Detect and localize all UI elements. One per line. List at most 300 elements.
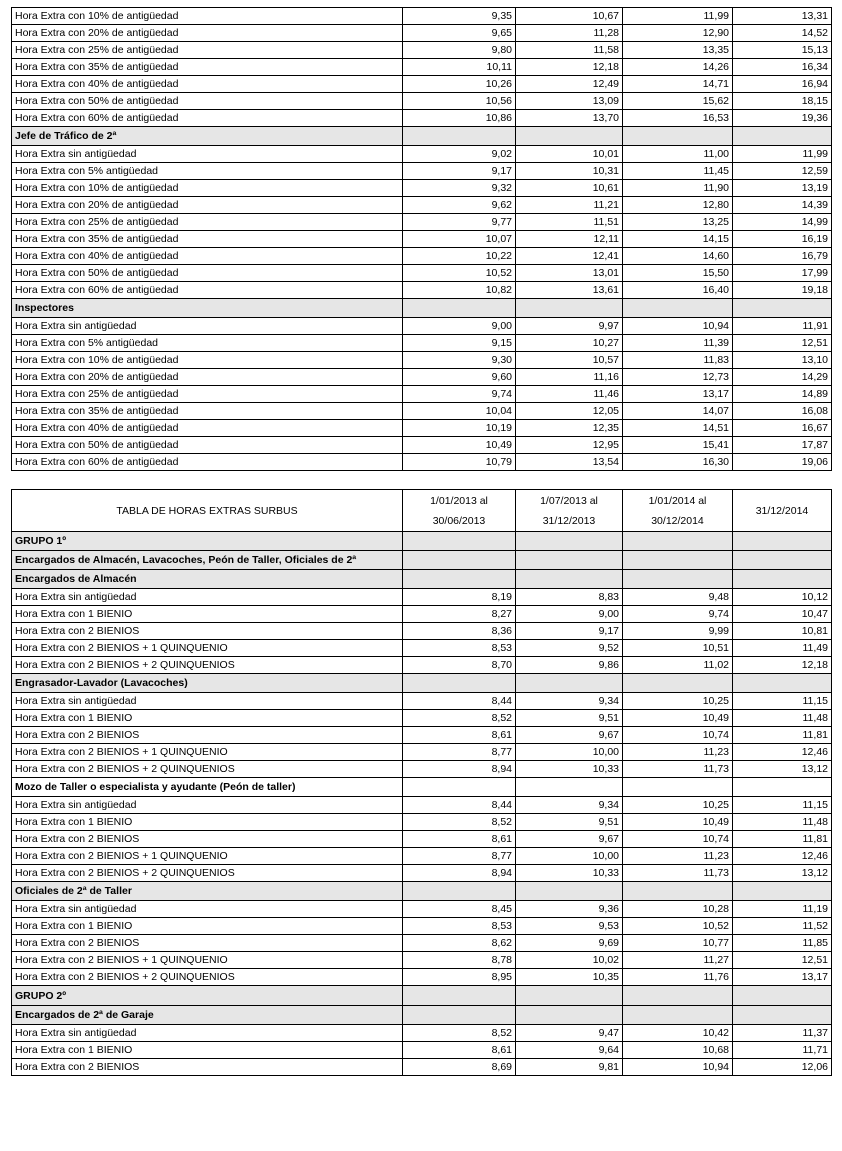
empty-cell bbox=[733, 551, 832, 570]
rate-cell: 8,52 bbox=[403, 1025, 516, 1042]
table-row bbox=[12, 640, 832, 657]
row-label: Hora Extra con 2 BIENIOS bbox=[12, 1059, 403, 1076]
row-label: Hora Extra con 20% de antigüedad bbox=[12, 197, 403, 214]
period-start: 1/01/2014 al bbox=[648, 494, 707, 507]
rate-cell: 12,18 bbox=[516, 59, 623, 76]
rate-cell: 9,69 bbox=[516, 935, 623, 952]
rate-cell: 12,46 bbox=[733, 744, 832, 761]
section-title: Oficiales de 2ª de Taller bbox=[12, 882, 403, 901]
empty-cell bbox=[733, 127, 832, 146]
row-label: Hora Extra sin antigüedad bbox=[12, 146, 403, 163]
rate-cell: 13,70 bbox=[516, 110, 623, 127]
rate-cell: 10,28 bbox=[623, 901, 733, 918]
rate-cell: 12,18 bbox=[733, 657, 832, 674]
empty-cell bbox=[403, 551, 516, 570]
row-label: Hora Extra con 2 BIENIOS bbox=[12, 623, 403, 640]
rate-cell: 10,00 bbox=[516, 744, 623, 761]
table-row bbox=[12, 25, 832, 42]
rate-cell: 17,87 bbox=[733, 437, 832, 454]
row-label: Hora Extra con 2 BIENIOS + 2 QUINQUENIOS bbox=[12, 657, 403, 674]
row-label: Hora Extra con 10% de antigüedad bbox=[12, 352, 403, 369]
rate-cell: 18,15 bbox=[733, 93, 832, 110]
period-header bbox=[623, 490, 733, 532]
rate-cell: 14,89 bbox=[733, 386, 832, 403]
empty-cell bbox=[516, 299, 623, 318]
rate-cell: 11,58 bbox=[516, 42, 623, 59]
rate-cell: 9,52 bbox=[516, 640, 623, 657]
rate-cell: 10,51 bbox=[623, 640, 733, 657]
table-row bbox=[12, 744, 832, 761]
row-label: Hora Extra con 40% de antigüedad bbox=[12, 76, 403, 93]
table-row bbox=[12, 8, 832, 25]
row-label: Hora Extra con 50% de antigüedad bbox=[12, 93, 403, 110]
rate-cell: 9,00 bbox=[516, 606, 623, 623]
rate-cell: 11,51 bbox=[516, 214, 623, 231]
table-row bbox=[12, 606, 832, 623]
empty-cell bbox=[623, 532, 733, 551]
rate-cell: 11,71 bbox=[733, 1042, 832, 1059]
rate-cell: 10,19 bbox=[403, 420, 516, 437]
rate-cell: 9,35 bbox=[403, 8, 516, 25]
rate-cell: 13,12 bbox=[733, 865, 832, 882]
table-row bbox=[12, 197, 832, 214]
rate-cell: 13,61 bbox=[516, 282, 623, 299]
table-row bbox=[12, 814, 832, 831]
row-label: Hora Extra con 2 BIENIOS + 2 QUINQUENIOS bbox=[12, 969, 403, 986]
rate-cell: 8,44 bbox=[403, 693, 516, 710]
empty-cell bbox=[403, 986, 516, 1006]
rate-cell: 8,52 bbox=[403, 814, 516, 831]
table-row bbox=[12, 369, 832, 386]
rate-cell: 11,19 bbox=[733, 901, 832, 918]
category-header-row bbox=[12, 1006, 832, 1025]
rate-cell: 8,94 bbox=[403, 761, 516, 778]
rate-cell: 14,07 bbox=[623, 403, 733, 420]
rate-cell: 12,90 bbox=[623, 25, 733, 42]
rate-cell: 12,59 bbox=[733, 163, 832, 180]
rate-cell: 11,76 bbox=[623, 969, 733, 986]
row-label: Hora Extra sin antigüedad bbox=[12, 797, 403, 814]
rate-cell: 10,61 bbox=[516, 180, 623, 197]
rate-cell: 11,23 bbox=[623, 848, 733, 865]
rate-cell: 11,21 bbox=[516, 197, 623, 214]
rate-cell: 10,01 bbox=[516, 146, 623, 163]
row-label: Hora Extra con 1 BIENIO bbox=[12, 814, 403, 831]
table-row bbox=[12, 352, 832, 369]
empty-cell bbox=[623, 299, 733, 318]
rate-cell: 11,85 bbox=[733, 935, 832, 952]
row-label: Hora Extra con 10% de antigüedad bbox=[12, 180, 403, 197]
rate-cell: 11,83 bbox=[623, 352, 733, 369]
rate-cell: 11,73 bbox=[623, 865, 733, 882]
section-title: Encargados de Almacén, Lavacoches, Peón de Taller, Oficiales de 2ª bbox=[12, 551, 403, 570]
empty-cell bbox=[516, 882, 623, 901]
rate-cell: 10,81 bbox=[733, 623, 832, 640]
table-row bbox=[12, 163, 832, 180]
table-row bbox=[12, 93, 832, 110]
row-label: Hora Extra con 40% de antigüedad bbox=[12, 248, 403, 265]
rate-cell: 9,67 bbox=[516, 727, 623, 744]
empty-cell bbox=[733, 532, 832, 551]
table-row bbox=[12, 693, 832, 710]
table-row bbox=[12, 623, 832, 640]
empty-cell bbox=[623, 1006, 733, 1025]
rate-cell: 11,48 bbox=[733, 710, 832, 727]
table-row bbox=[12, 935, 832, 952]
empty-cell bbox=[403, 674, 516, 693]
row-label: Hora Extra con 10% de antigüedad bbox=[12, 8, 403, 25]
empty-cell bbox=[403, 570, 516, 589]
table-row bbox=[12, 952, 832, 969]
rate-cell: 8,83 bbox=[516, 589, 623, 606]
rate-cell: 9,47 bbox=[516, 1025, 623, 1042]
rate-cell: 12,51 bbox=[733, 335, 832, 352]
rate-cell: 11,52 bbox=[733, 918, 832, 935]
rate-cell: 9,30 bbox=[403, 352, 516, 369]
section-title: Engrasador-Lavador (Lavacoches) bbox=[12, 674, 403, 693]
rate-cell: 11,48 bbox=[733, 814, 832, 831]
rate-cell: 8,52 bbox=[403, 710, 516, 727]
rate-cell: 14,52 bbox=[733, 25, 832, 42]
row-label: Hora Extra con 60% de antigüedad bbox=[12, 454, 403, 471]
category-header-row bbox=[12, 882, 832, 901]
top-section-body bbox=[12, 8, 832, 471]
table-row bbox=[12, 420, 832, 437]
empty-cell bbox=[733, 570, 832, 589]
rate-cell: 10,00 bbox=[516, 848, 623, 865]
empty-cell bbox=[516, 986, 623, 1006]
table-row bbox=[12, 710, 832, 727]
row-label: Hora Extra con 2 BIENIOS + 2 QUINQUENIOS bbox=[12, 761, 403, 778]
row-label: Hora Extra sin antigüedad bbox=[12, 693, 403, 710]
period-start: 1/07/2013 al bbox=[540, 494, 598, 507]
rate-cell: 9,99 bbox=[623, 623, 733, 640]
table-row bbox=[12, 1025, 832, 1042]
rate-cell: 19,18 bbox=[733, 282, 832, 299]
row-label: Hora Extra con 40% de antigüedad bbox=[12, 420, 403, 437]
table-row bbox=[12, 848, 832, 865]
rate-cell: 15,62 bbox=[623, 93, 733, 110]
empty-cell bbox=[403, 778, 516, 797]
rate-cell: 9,34 bbox=[516, 693, 623, 710]
rate-cell: 10,77 bbox=[623, 935, 733, 952]
rate-cell: 16,79 bbox=[733, 248, 832, 265]
rate-cell: 11,99 bbox=[623, 8, 733, 25]
rate-cell: 10,68 bbox=[623, 1042, 733, 1059]
rate-cell: 9,67 bbox=[516, 831, 623, 848]
row-label: Hora Extra con 1 BIENIO bbox=[12, 606, 403, 623]
rate-cell: 10,27 bbox=[516, 335, 623, 352]
rate-cell: 13,31 bbox=[733, 8, 832, 25]
empty-cell bbox=[516, 1006, 623, 1025]
rate-cell: 9,77 bbox=[403, 214, 516, 231]
empty-cell bbox=[733, 882, 832, 901]
rate-cell: 19,36 bbox=[733, 110, 832, 127]
rate-cell: 9,00 bbox=[403, 318, 516, 335]
rate-cell: 9,74 bbox=[403, 386, 516, 403]
rate-cell: 9,74 bbox=[623, 606, 733, 623]
rate-cell: 16,30 bbox=[623, 454, 733, 471]
period-end: 30/06/2013 bbox=[432, 514, 486, 527]
rate-cell: 9,48 bbox=[623, 589, 733, 606]
table-row bbox=[12, 589, 832, 606]
rate-cell: 9,34 bbox=[516, 797, 623, 814]
rate-cell: 10,82 bbox=[403, 282, 516, 299]
rate-cell: 8,53 bbox=[403, 640, 516, 657]
rate-cell: 10,52 bbox=[623, 918, 733, 935]
rate-cell: 11,15 bbox=[733, 797, 832, 814]
row-label: Hora Extra sin antigüedad bbox=[12, 901, 403, 918]
rate-cell: 13,19 bbox=[733, 180, 832, 197]
rate-cell: 11,02 bbox=[623, 657, 733, 674]
table-row bbox=[12, 231, 832, 248]
rate-cell: 9,15 bbox=[403, 335, 516, 352]
table-row bbox=[12, 42, 832, 59]
empty-cell bbox=[733, 299, 832, 318]
row-label: Hora Extra con 20% de antigüedad bbox=[12, 25, 403, 42]
rate-cell: 17,99 bbox=[733, 265, 832, 282]
rate-cell: 11,46 bbox=[516, 386, 623, 403]
rate-cell: 8,36 bbox=[403, 623, 516, 640]
rate-cell: 8,62 bbox=[403, 935, 516, 952]
rate-cell: 10,42 bbox=[623, 1025, 733, 1042]
row-label: Hora Extra con 2 BIENIOS + 1 QUINQUENIO bbox=[12, 640, 403, 657]
rate-cell: 8,95 bbox=[403, 969, 516, 986]
rate-cell: 11,23 bbox=[623, 744, 733, 761]
rate-cell: 12,06 bbox=[733, 1059, 832, 1076]
section-title: Inspectores bbox=[12, 299, 403, 318]
rate-cell: 11,81 bbox=[733, 831, 832, 848]
rate-cell: 12,80 bbox=[623, 197, 733, 214]
empty-cell bbox=[403, 1006, 516, 1025]
row-label: Hora Extra con 35% de antigüedad bbox=[12, 59, 403, 76]
rate-cell: 9,51 bbox=[516, 710, 623, 727]
rate-cell: 10,49 bbox=[623, 814, 733, 831]
rate-cell: 11,90 bbox=[623, 180, 733, 197]
rate-cell: 12,49 bbox=[516, 76, 623, 93]
rate-cell: 10,02 bbox=[516, 952, 623, 969]
row-label: Hora Extra con 2 BIENIOS + 1 QUINQUENIO bbox=[12, 744, 403, 761]
rate-cell: 10,12 bbox=[733, 589, 832, 606]
rate-cell: 12,46 bbox=[733, 848, 832, 865]
rate-cell: 10,57 bbox=[516, 352, 623, 369]
empty-cell bbox=[733, 986, 832, 1006]
period-start: 31/12/2014 bbox=[755, 504, 809, 517]
table-row bbox=[12, 403, 832, 420]
rate-cell: 16,19 bbox=[733, 231, 832, 248]
rate-cell: 10,49 bbox=[403, 437, 516, 454]
rate-cell: 13,35 bbox=[623, 42, 733, 59]
rate-cell: 10,94 bbox=[623, 318, 733, 335]
table-row bbox=[12, 335, 832, 352]
rate-cell: 9,02 bbox=[403, 146, 516, 163]
period-start: 1/01/2013 al bbox=[430, 494, 488, 507]
surbus-section-body bbox=[12, 532, 832, 1076]
row-label: Hora Extra con 25% de antigüedad bbox=[12, 386, 403, 403]
rate-cell: 8,61 bbox=[403, 831, 516, 848]
rate-cell: 9,17 bbox=[516, 623, 623, 640]
table-row bbox=[12, 110, 832, 127]
rate-cell: 13,17 bbox=[623, 386, 733, 403]
empty-cell bbox=[733, 778, 832, 797]
rate-cell: 11,45 bbox=[623, 163, 733, 180]
rate-cell: 11,28 bbox=[516, 25, 623, 42]
rate-cell: 13,01 bbox=[516, 265, 623, 282]
rate-cell: 9,80 bbox=[403, 42, 516, 59]
table-row bbox=[12, 265, 832, 282]
rate-cell: 14,60 bbox=[623, 248, 733, 265]
rate-cell: 11,73 bbox=[623, 761, 733, 778]
rate-cell: 8,70 bbox=[403, 657, 516, 674]
rate-cell: 10,74 bbox=[623, 727, 733, 744]
row-label: Hora Extra con 1 BIENIO bbox=[12, 918, 403, 935]
table-row bbox=[12, 437, 832, 454]
rate-cell: 10,31 bbox=[516, 163, 623, 180]
table-row bbox=[12, 1042, 832, 1059]
table-row bbox=[12, 918, 832, 935]
empty-cell bbox=[516, 674, 623, 693]
section-title: Encargados de Almacén bbox=[12, 570, 403, 589]
table-row bbox=[12, 386, 832, 403]
table-row bbox=[12, 969, 832, 986]
table-row bbox=[12, 282, 832, 299]
rate-cell: 11,99 bbox=[733, 146, 832, 163]
overtime-rates-document bbox=[11, 7, 831, 1076]
rate-cell: 10,25 bbox=[623, 693, 733, 710]
rate-cell: 8,78 bbox=[403, 952, 516, 969]
rate-cell: 12,41 bbox=[516, 248, 623, 265]
group-header-row bbox=[12, 986, 832, 1006]
table-row bbox=[12, 180, 832, 197]
rate-cell: 13,17 bbox=[733, 969, 832, 986]
empty-cell bbox=[623, 551, 733, 570]
table-row bbox=[12, 901, 832, 918]
table-header-row bbox=[12, 490, 832, 532]
rate-cell: 16,40 bbox=[623, 282, 733, 299]
empty-cell bbox=[516, 551, 623, 570]
section-title: GRUPO 2º bbox=[12, 986, 403, 1006]
table-row bbox=[12, 318, 832, 335]
table-row bbox=[12, 831, 832, 848]
section-title: GRUPO 1º bbox=[12, 532, 403, 551]
rate-cell: 10,04 bbox=[403, 403, 516, 420]
row-label: Hora Extra con 20% de antigüedad bbox=[12, 369, 403, 386]
rate-cell: 12,73 bbox=[623, 369, 733, 386]
row-label: Hora Extra con 2 BIENIOS bbox=[12, 727, 403, 744]
row-label: Hora Extra con 2 BIENIOS bbox=[12, 831, 403, 848]
row-label: Hora Extra con 2 BIENIOS + 2 QUINQUENIOS bbox=[12, 865, 403, 882]
table-row bbox=[12, 214, 832, 231]
row-label: Hora Extra con 25% de antigüedad bbox=[12, 42, 403, 59]
rate-cell: 16,53 bbox=[623, 110, 733, 127]
rate-cell: 9,32 bbox=[403, 180, 516, 197]
surbus-table-header bbox=[12, 471, 832, 532]
rate-cell: 8,61 bbox=[403, 1042, 516, 1059]
empty-cell bbox=[403, 882, 516, 901]
table-row bbox=[12, 59, 832, 76]
section-title: Jefe de Tráfico de 2ª bbox=[12, 127, 403, 146]
table-row bbox=[12, 248, 832, 265]
row-label: Hora Extra con 50% de antigüedad bbox=[12, 265, 403, 282]
rate-cell: 13,25 bbox=[623, 214, 733, 231]
row-label: Hora Extra con 50% de antigüedad bbox=[12, 437, 403, 454]
rate-cell: 15,50 bbox=[623, 265, 733, 282]
table-title: TABLA DE HORAS EXTRAS SURBUS bbox=[12, 490, 403, 532]
rate-cell: 15,13 bbox=[733, 42, 832, 59]
empty-cell bbox=[623, 778, 733, 797]
rate-cell: 10,67 bbox=[516, 8, 623, 25]
rate-cell: 14,15 bbox=[623, 231, 733, 248]
rate-cell: 8,77 bbox=[403, 744, 516, 761]
rate-cell: 10,52 bbox=[403, 265, 516, 282]
period-end: 31/12/2013 bbox=[542, 514, 596, 527]
row-label: Hora Extra con 60% de antigüedad bbox=[12, 282, 403, 299]
empty-cell bbox=[623, 986, 733, 1006]
empty-cell bbox=[733, 674, 832, 693]
empty-cell bbox=[733, 1006, 832, 1025]
rate-cell: 13,54 bbox=[516, 454, 623, 471]
rate-cell: 10,56 bbox=[403, 93, 516, 110]
period-header bbox=[403, 490, 516, 532]
rate-cell: 12,05 bbox=[516, 403, 623, 420]
table-row bbox=[12, 727, 832, 744]
rate-cell: 19,06 bbox=[733, 454, 832, 471]
category-header-row bbox=[12, 127, 832, 146]
category-header-row bbox=[12, 299, 832, 318]
rate-cell: 11,91 bbox=[733, 318, 832, 335]
table-row bbox=[12, 761, 832, 778]
rate-cell: 9,17 bbox=[403, 163, 516, 180]
category-header-row bbox=[12, 778, 832, 797]
row-label: Hora Extra con 35% de antigüedad bbox=[12, 231, 403, 248]
row-label: Hora Extra con 60% de antigüedad bbox=[12, 110, 403, 127]
rate-cell: 10,74 bbox=[623, 831, 733, 848]
rate-cell: 16,67 bbox=[733, 420, 832, 437]
rate-cell: 11,15 bbox=[733, 693, 832, 710]
rate-cell: 11,27 bbox=[623, 952, 733, 969]
empty-cell bbox=[403, 127, 516, 146]
empty-cell bbox=[516, 570, 623, 589]
rate-cell: 9,65 bbox=[403, 25, 516, 42]
rate-cell: 9,97 bbox=[516, 318, 623, 335]
table-row bbox=[12, 657, 832, 674]
rate-cell: 9,81 bbox=[516, 1059, 623, 1076]
rate-cell: 14,29 bbox=[733, 369, 832, 386]
rate-cell: 12,51 bbox=[733, 952, 832, 969]
rate-cell: 10,22 bbox=[403, 248, 516, 265]
row-label: Hora Extra con 2 BIENIOS + 1 QUINQUENIO bbox=[12, 848, 403, 865]
table-row bbox=[12, 1059, 832, 1076]
period-header bbox=[733, 490, 832, 532]
rate-cell: 13,10 bbox=[733, 352, 832, 369]
rate-cell: 12,95 bbox=[516, 437, 623, 454]
rate-cell: 10,79 bbox=[403, 454, 516, 471]
rate-cell: 8,19 bbox=[403, 589, 516, 606]
rate-cell: 10,25 bbox=[623, 797, 733, 814]
rate-cell: 10,35 bbox=[516, 969, 623, 986]
rate-cell: 16,08 bbox=[733, 403, 832, 420]
rate-cell: 10,49 bbox=[623, 710, 733, 727]
rate-cell: 9,36 bbox=[516, 901, 623, 918]
empty-cell bbox=[623, 674, 733, 693]
rate-cell: 10,26 bbox=[403, 76, 516, 93]
category-header-row bbox=[12, 532, 832, 551]
rate-cell: 13,12 bbox=[733, 761, 832, 778]
rate-cell: 14,39 bbox=[733, 197, 832, 214]
rate-cell: 9,51 bbox=[516, 814, 623, 831]
row-label: Hora Extra con 5% antigüedad bbox=[12, 163, 403, 180]
rate-cell: 9,53 bbox=[516, 918, 623, 935]
